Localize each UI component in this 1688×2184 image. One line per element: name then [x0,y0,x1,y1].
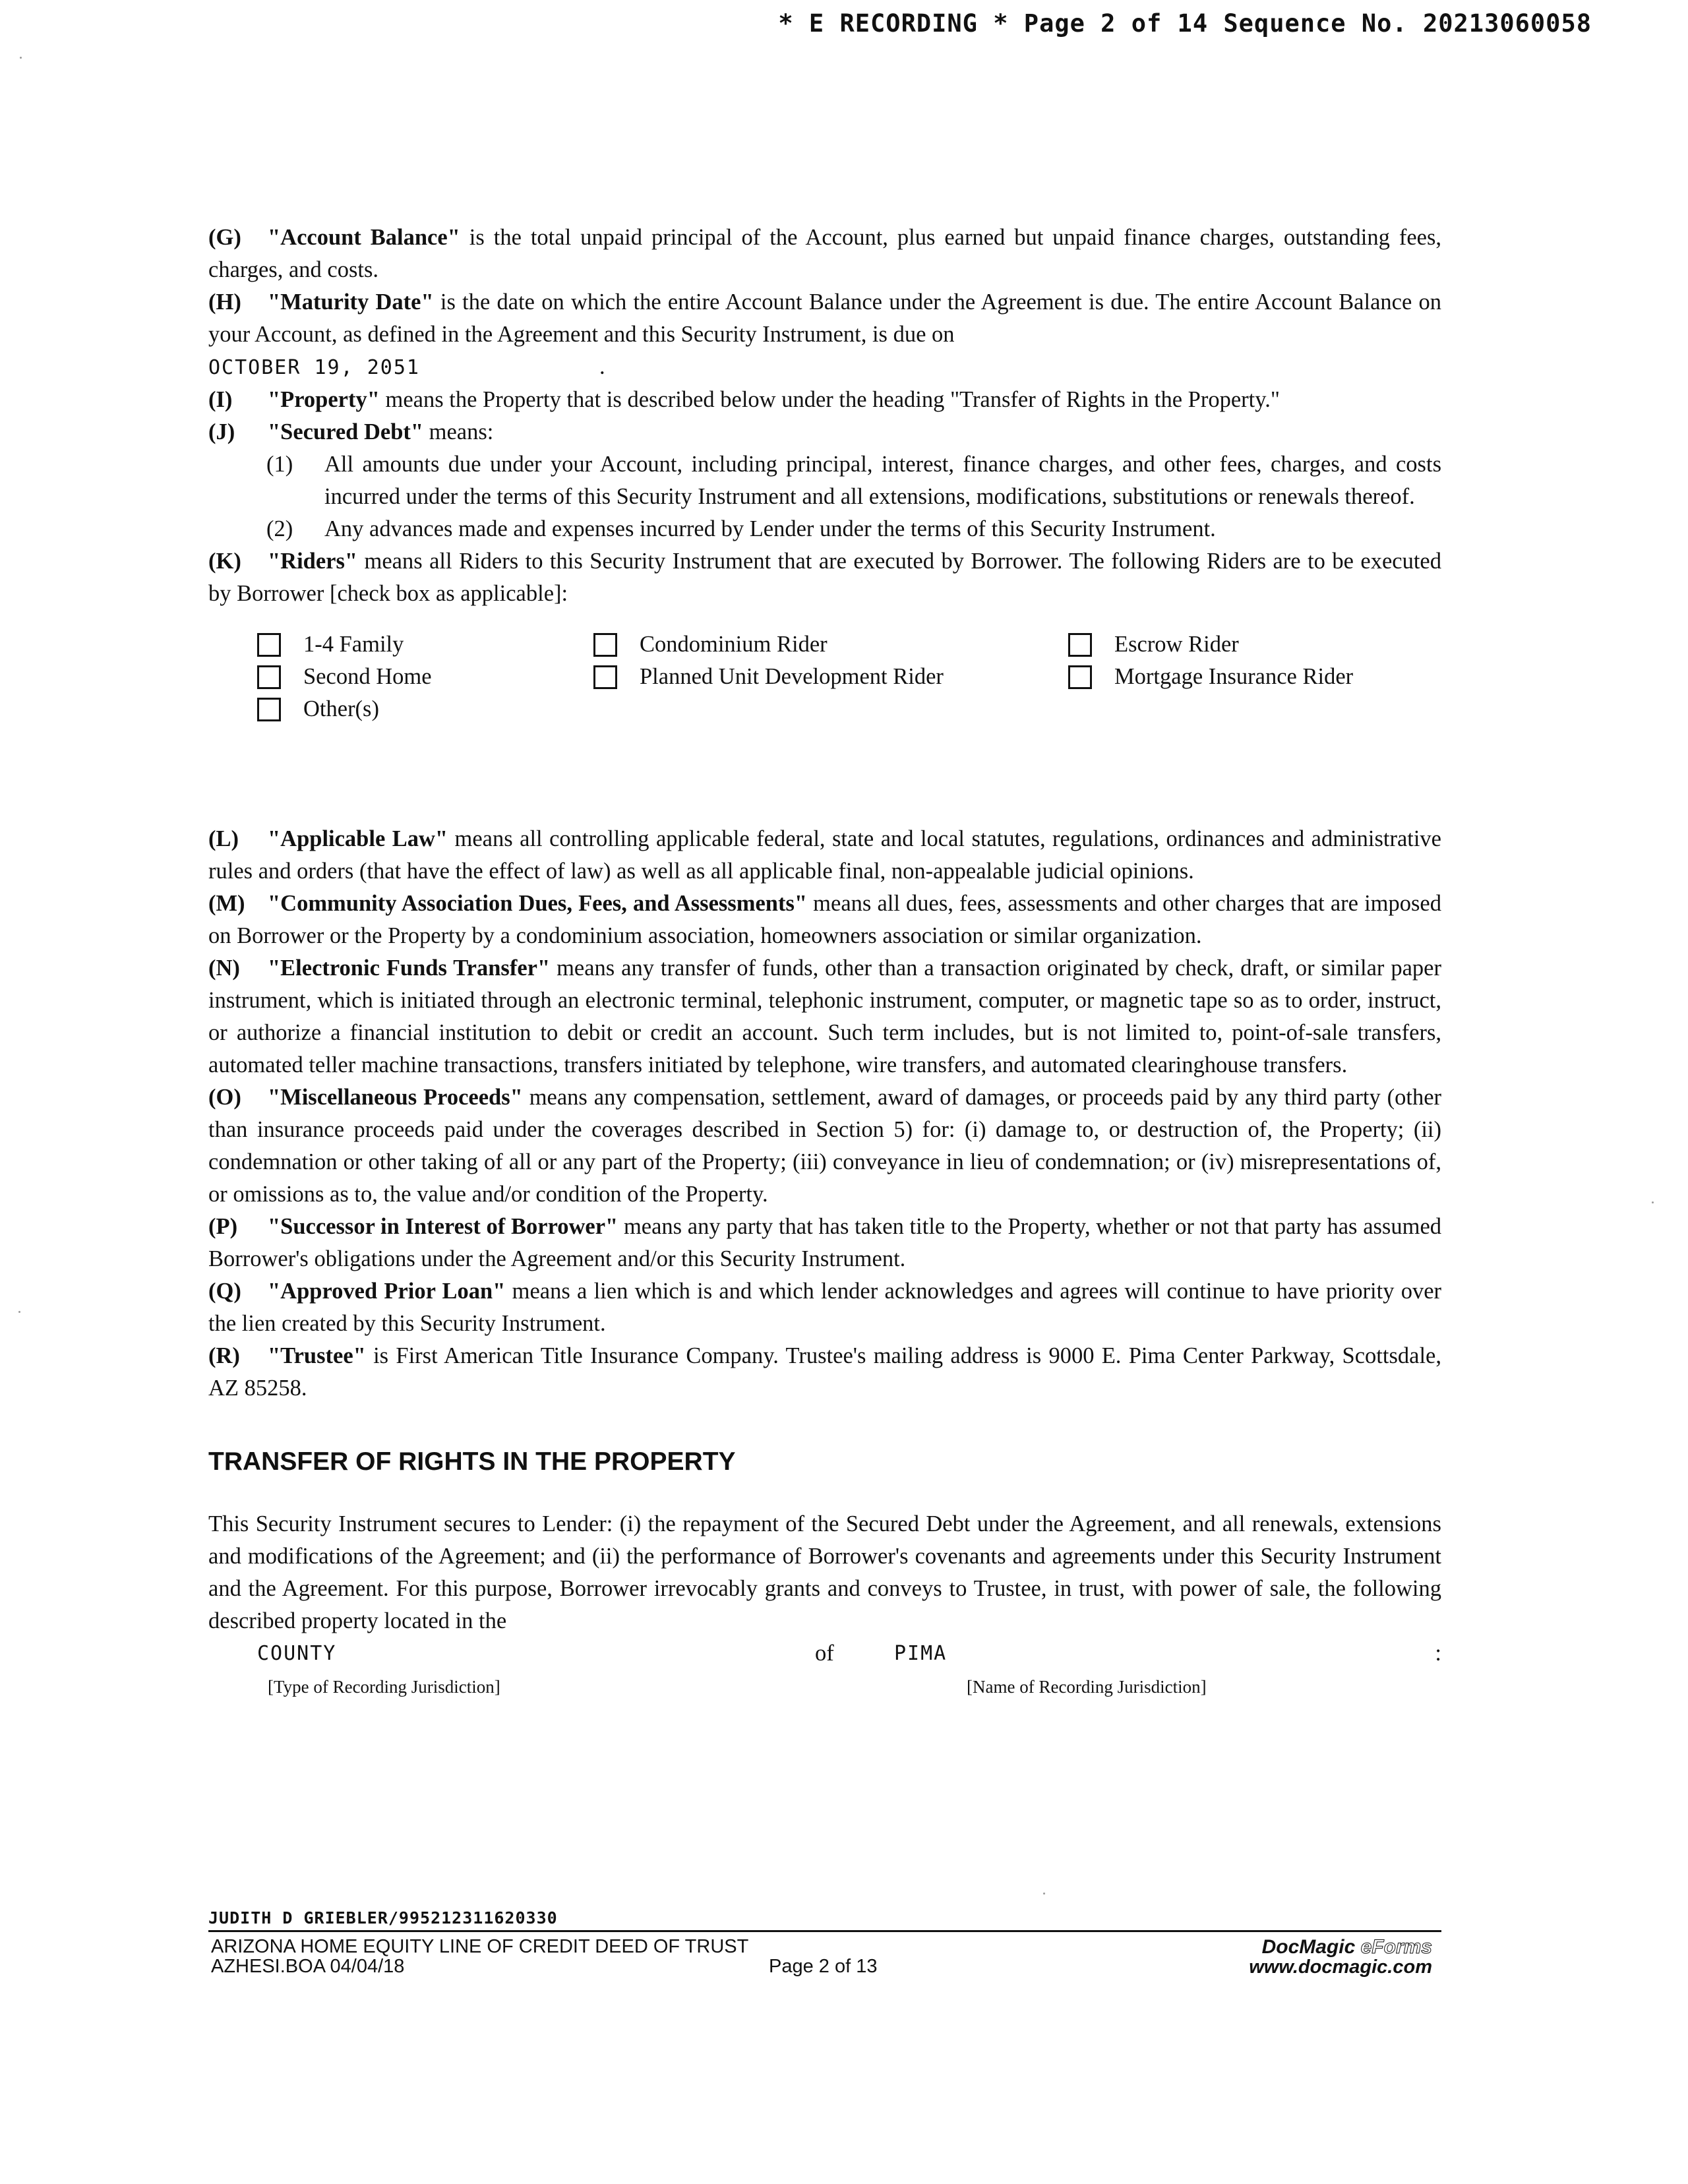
rider-1-4-family[interactable] [257,628,593,661]
footer-details [208,1932,1441,1985]
definition-r [208,1340,1441,1405]
definition-label: (I) [208,387,233,412]
section-title: TRANSFER OF RIGHTS IN THE PROPERTY [208,1447,736,1476]
rider-label: Other(s) [303,696,379,721]
rider-mortgage-insurance[interactable] [1068,661,1424,693]
definition-label: (N) [208,956,240,981]
definition-label: (H) [208,289,241,315]
definition-o [208,1081,1441,1211]
definition-text: means all dues, fees, assessments and other charges that are imposed on Borrower or the Property by a condominium association, homeowners association or similar organization. [208,891,1441,948]
name-caption: [Name of Recording Jurisdiction] [967,1677,1207,1697]
definition-text: means: [423,419,494,444]
checkbox-icon[interactable] [1068,665,1092,689]
type-caption: [Type of Recording Jurisdiction] [268,1677,500,1697]
jurisdiction-captions [208,1670,1441,1696]
docmagic-logo [1249,1937,1432,1977]
definition-term: "Community Association Dues, Fees, and Assessments" [268,891,808,916]
definition-label: (O) [208,1085,241,1110]
rider-label: Condominium Rider [640,632,828,657]
form-code: AZHESI.BOA 04/04/18 [211,1956,405,1977]
rider-second-home[interactable] [257,661,593,693]
definition-label: (J) [208,419,235,444]
definition-h [208,286,1441,351]
jurisdiction-colon: : [1435,1641,1441,1666]
jurisdiction-row [208,1637,1441,1670]
definition-term: "Secured Debt" [268,419,424,444]
jurisdiction-name: PIMA [894,1642,948,1665]
scan-speck [18,1311,20,1313]
rider-pud[interactable] [593,661,1068,693]
definition-n [208,952,1441,1081]
brand-suffix: eForms [1360,1936,1432,1958]
secured-debt-item-1 [266,448,1441,513]
rider-escrow[interactable] [1068,628,1424,661]
riders-checklist [257,628,1441,725]
recording-header: * E RECORDING * Page 2 of 14 Sequence No. 20213060058 [778,9,1592,38]
definition-text: is the total unpaid principal of the Account, plus earned but unpaid finance charges, outstanding fees, charges, and costs. [208,225,1441,282]
definition-text: means the Property that is described below under the heading "Transfer of Rights in the Property." [379,387,1280,412]
definition-label: (Q) [208,1279,241,1304]
definition-term: "Electronic Funds Transfer" [268,956,551,981]
definition-term: "Approved Prior Loan" [268,1279,506,1304]
definition-term: "Maturity Date" [268,289,434,315]
page-number: Page 2 of 13 [769,1956,878,1977]
checkbox-icon[interactable] [593,633,617,657]
definition-label: (L) [208,826,239,851]
borrower-loan-id: JUDITH D GRIEBLER/995212311620330 [208,1908,1441,1932]
checkbox-icon[interactable] [593,665,617,689]
rider-others[interactable] [257,693,593,725]
rider-label: Mortgage Insurance Rider [1114,664,1354,689]
rider-label: Escrow Rider [1114,632,1239,657]
checkbox-icon[interactable] [257,665,281,689]
definition-term: "Miscellaneous Proceeds" [268,1085,523,1110]
brand-name: DocMagic [1261,1936,1356,1958]
scan-speck [20,57,22,59]
definition-text: means a lien which is and which lender acknowledges and agrees will continue to have priority over the lien created by this Security Instrument. [208,1279,1442,1336]
definition-term: "Riders" [268,549,358,574]
definition-k [208,545,1441,610]
definition-text: means all Riders to this Security Instrument that are executed by Borrower. The following Riders are to be executed by Borrower [check box as applicable]: [208,549,1441,606]
definition-text: means any transfer of funds, other than a transaction originated by check, draft, or similar paper instrument, which is initiated through an electronic terminal, telephonic instrument, computer, or magnetic tape so as to order, instruct, or authorize a financial institution to debit or credit an account. Such term includes, but is not limited to, point-of-sale transfers, automated teller machine transactions, transfers initiated by telephone, wire transfers, and automated clearinghouse transfers. [208,956,1441,1077]
document-body [208,222,1441,1696]
transfer-body: This Security Instrument secures to Lender: (i) the repayment of the Secured Debt under the Agreement, and all renewals, extensions and modifications of the Agreement; and (ii) the performance of Borrower's covenants and agreements under this Security Instrument and the Agreement. For this purpose, Borrower irrevocably grants and conveys to Trustee, in trust, with power of sale, the following described property located in the [208,1511,1441,1633]
definition-label: (K) [208,549,241,574]
maturity-date: OCTOBER 19, 2051 [208,356,420,379]
definition-l [208,823,1441,888]
jurisdiction-of: of [815,1641,834,1666]
checkbox-icon[interactable] [257,633,281,657]
definition-text: is the date on which the entire Account Balance under the Agreement is due. The entire Account Balance on your Account, as defined in the Agreement and this Security Instrument, is due on [208,289,1441,347]
scan-speck [1652,1201,1654,1203]
definition-text: means all controlling applicable federal, state and local statutes, regulations, ordinances and administrative rules and orders (that have the effect of law) as well as all applicable final, non-appealable judicial opinions. [208,826,1441,884]
definition-p [208,1211,1441,1275]
definition-term: "Applicable Law" [268,826,448,851]
definition-label: (G) [208,225,241,250]
rider-condominium[interactable] [593,628,1068,661]
definition-label: (R) [208,1343,240,1368]
brand-website: www.docmagic.com [1249,1957,1432,1978]
checkbox-icon[interactable] [1068,633,1092,657]
definition-term: "Trustee" [268,1343,366,1368]
definition-g [208,222,1441,286]
definition-i [208,384,1441,416]
checkbox-icon[interactable] [257,698,281,721]
definition-label: (M) [208,891,245,916]
item-text: Any advances made and expenses incurred by Lender under the terms of this Security Instrument. [324,516,1216,541]
item-number: (1) [266,452,293,477]
item-number: (2) [266,516,293,541]
form-title: ARIZONA HOME EQUITY LINE OF CREDIT DEED OF TRUST [211,1936,749,1957]
definition-m [208,888,1441,952]
definition-text: means any party that has taken title to the Property, whether or not that party has assumed Borrower's obligations under the Agreement and/or this Security Instrument. [208,1214,1442,1271]
page-footer [208,1908,1441,1985]
definition-term: "Successor in Interest of Borrower" [268,1214,618,1239]
definition-text: means any compensation, settlement, award of damages, or proceeds paid by any third party (other than insurance proceeds paid under the coverages described in Section 5) for: (i) damage to, or destruction of, the Property; (ii) condemnation or other taking of all or any part of the Property; (iii) conveyance in lieu of condemnation; or (iv) misrepresentations of, or omissions as to, the value and/or condition of the Property. [208,1085,1441,1207]
definition-q [208,1275,1441,1340]
rider-label: 1-4 Family [303,632,404,657]
definition-term: "Account Balance" [268,225,460,250]
definition-text: is First American Title Insurance Company. Trustee's mailing address is 9000 E. Pima Center Parkway, Scottsdale, AZ 85258. [208,1343,1441,1401]
scan-speck [1043,1893,1045,1895]
maturity-date-period: . [599,354,605,379]
definition-label: (P) [208,1214,238,1239]
jurisdiction-type: COUNTY [257,1642,337,1665]
rider-label: Planned Unit Development Rider [640,664,944,689]
definition-j [208,416,1441,448]
rider-label: Second Home [303,664,432,689]
secured-debt-item-2 [266,513,1441,545]
maturity-date-line [208,351,1441,384]
definition-term: "Property" [268,387,380,412]
item-text: All amounts due under your Account, including principal, interest, finance charges, and other fees, charges, and costs incurred under the terms of this Security Instrument and all extensions, modifications, substitutions or renewals thereof. [324,452,1441,509]
